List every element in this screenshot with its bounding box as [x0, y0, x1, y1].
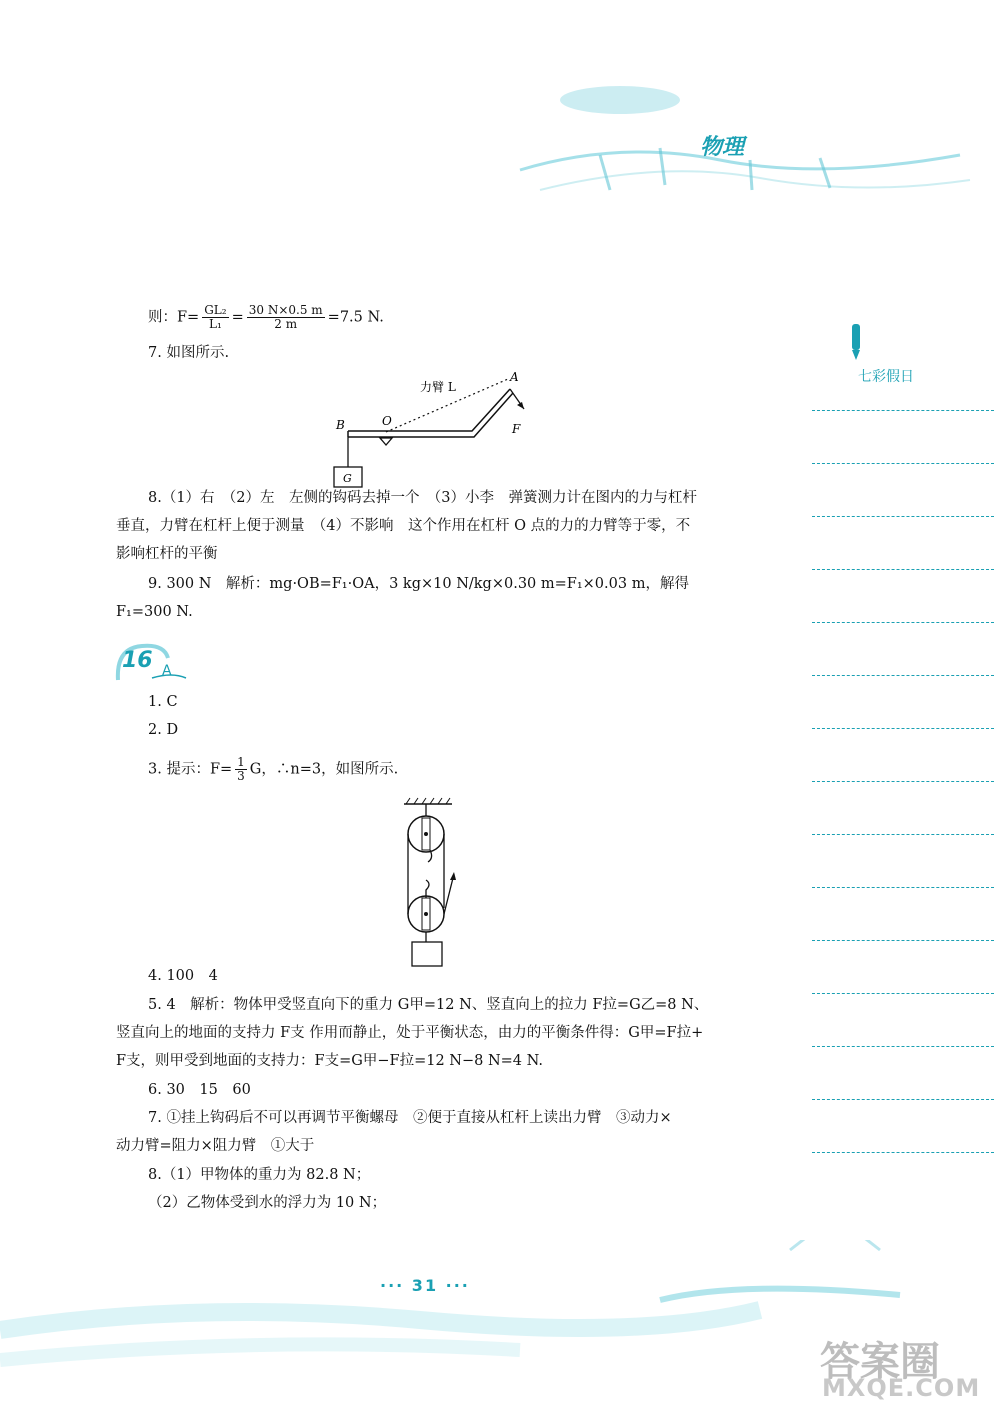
note-line [812, 781, 994, 782]
note-line [812, 1046, 994, 1047]
note-line [812, 834, 994, 835]
section-part: A [162, 663, 172, 679]
fraction-numerator: 30 N×0.5 m [248, 303, 323, 317]
point-A: A [510, 370, 519, 384]
answer-6: 6. 30 15 60 [148, 1082, 251, 1098]
answer-7: 7. 如图所示. [148, 345, 230, 361]
note-line [812, 675, 994, 676]
point-B: B [336, 418, 345, 432]
answer-8-part2: （2）乙物体受到水的浮力为 10 N； [148, 1195, 387, 1211]
fraction-numerator: 1 [237, 755, 245, 769]
fraction-denominator: 2 m [274, 317, 298, 331]
note-line [812, 1152, 994, 1153]
answer-8-line2: 垂直，力臂在杠杆上便于测量 （4）不影响 这个作用在杠杆 O 点的力的力臂等于零，不 [116, 518, 691, 534]
page-number: ··· 31 ··· [380, 1276, 470, 1295]
sidebar-label: 七彩假日 [858, 369, 914, 385]
weight-G: G [343, 472, 352, 485]
arm-label: 力臂 L [420, 380, 456, 394]
force-F: F [512, 422, 521, 436]
fraction-denominator: 3 [237, 769, 245, 783]
note-line [812, 410, 994, 411]
answer-5-line1: 5. 4 解析：物体甲受竖直向下的重力 G甲=12 N、竖直向上的拉力 F拉=G乙=8 N、 [148, 997, 709, 1013]
note-line [812, 993, 994, 994]
subject-title: 物理 [700, 135, 745, 160]
answer-5-line2: 竖直向上的地面的支持力 F支 作用而静止，处于平衡状态，由力的平衡条件得：G甲=F拉+ [116, 1025, 704, 1041]
fraction [247, 304, 325, 331]
answer-1: 1. C [148, 694, 178, 710]
fraction-numerator: GL₂ [204, 303, 227, 317]
note-line [812, 887, 994, 888]
formula-line [148, 304, 384, 331]
note-line [812, 463, 994, 464]
note-line [812, 622, 994, 623]
fraction [235, 756, 247, 783]
note-line [812, 940, 994, 941]
fraction-denominator: L₁ [209, 317, 222, 331]
formula-prefix: 则：F= [148, 309, 200, 326]
formula-prefix: 3. 提示：F= [148, 761, 233, 778]
fraction [202, 304, 228, 331]
answer-8-line1: 8.（1）右 （2）左 左侧的钩码去掉一个 （3）小李 弹簧测力计在图内的力与杠杆 [148, 490, 698, 506]
answer-3 [148, 756, 398, 783]
answer-5-line3: F支，则甲受到地面的支持力：F支=G甲−F拉=12 N−8 N=4 N. [116, 1053, 543, 1069]
watermark-text: 答案圈 [820, 1339, 940, 1385]
answer-8-part1: 8.（1）甲物体的重力为 82.8 N； [148, 1167, 371, 1183]
answer-2: 2. D [148, 722, 179, 738]
formula-suffix: =7.5 N. [327, 309, 384, 326]
watermark-url: MXQE.COM [822, 1374, 981, 1402]
answer-4: 4. 100 4 [148, 968, 218, 984]
answer-8-line3: 影响杠杆的平衡 [116, 546, 218, 562]
note-line [812, 516, 994, 517]
lever-diagram [320, 365, 560, 490]
point-O: O [382, 414, 392, 428]
note-line [812, 569, 994, 570]
pencil-icon [846, 322, 866, 362]
answer-7-line2: 动力臂=阻力×阻力臂 ①大于 [116, 1138, 315, 1154]
pulley-diagram [390, 796, 470, 971]
answer-7-line1: 7. ①挂上钩码后不可以再调节平衡螺母 ②便于直接从杠杆上读出力臂 ③动力× [148, 1110, 672, 1126]
answer-9-line1: 9. 300 N 解析：mg·OB=F₁·OA，3 kg×10 N/kg×0.30 m=F₁×0.03 m，解得 [148, 576, 689, 592]
formula-suffix: G，∴n=3，如图所示. [249, 761, 399, 778]
note-line [812, 728, 994, 729]
equals: = [231, 309, 244, 326]
answer-9-line2: F₁=300 N. [116, 604, 193, 620]
note-line [812, 1099, 994, 1100]
section-number: 16 [122, 648, 153, 673]
